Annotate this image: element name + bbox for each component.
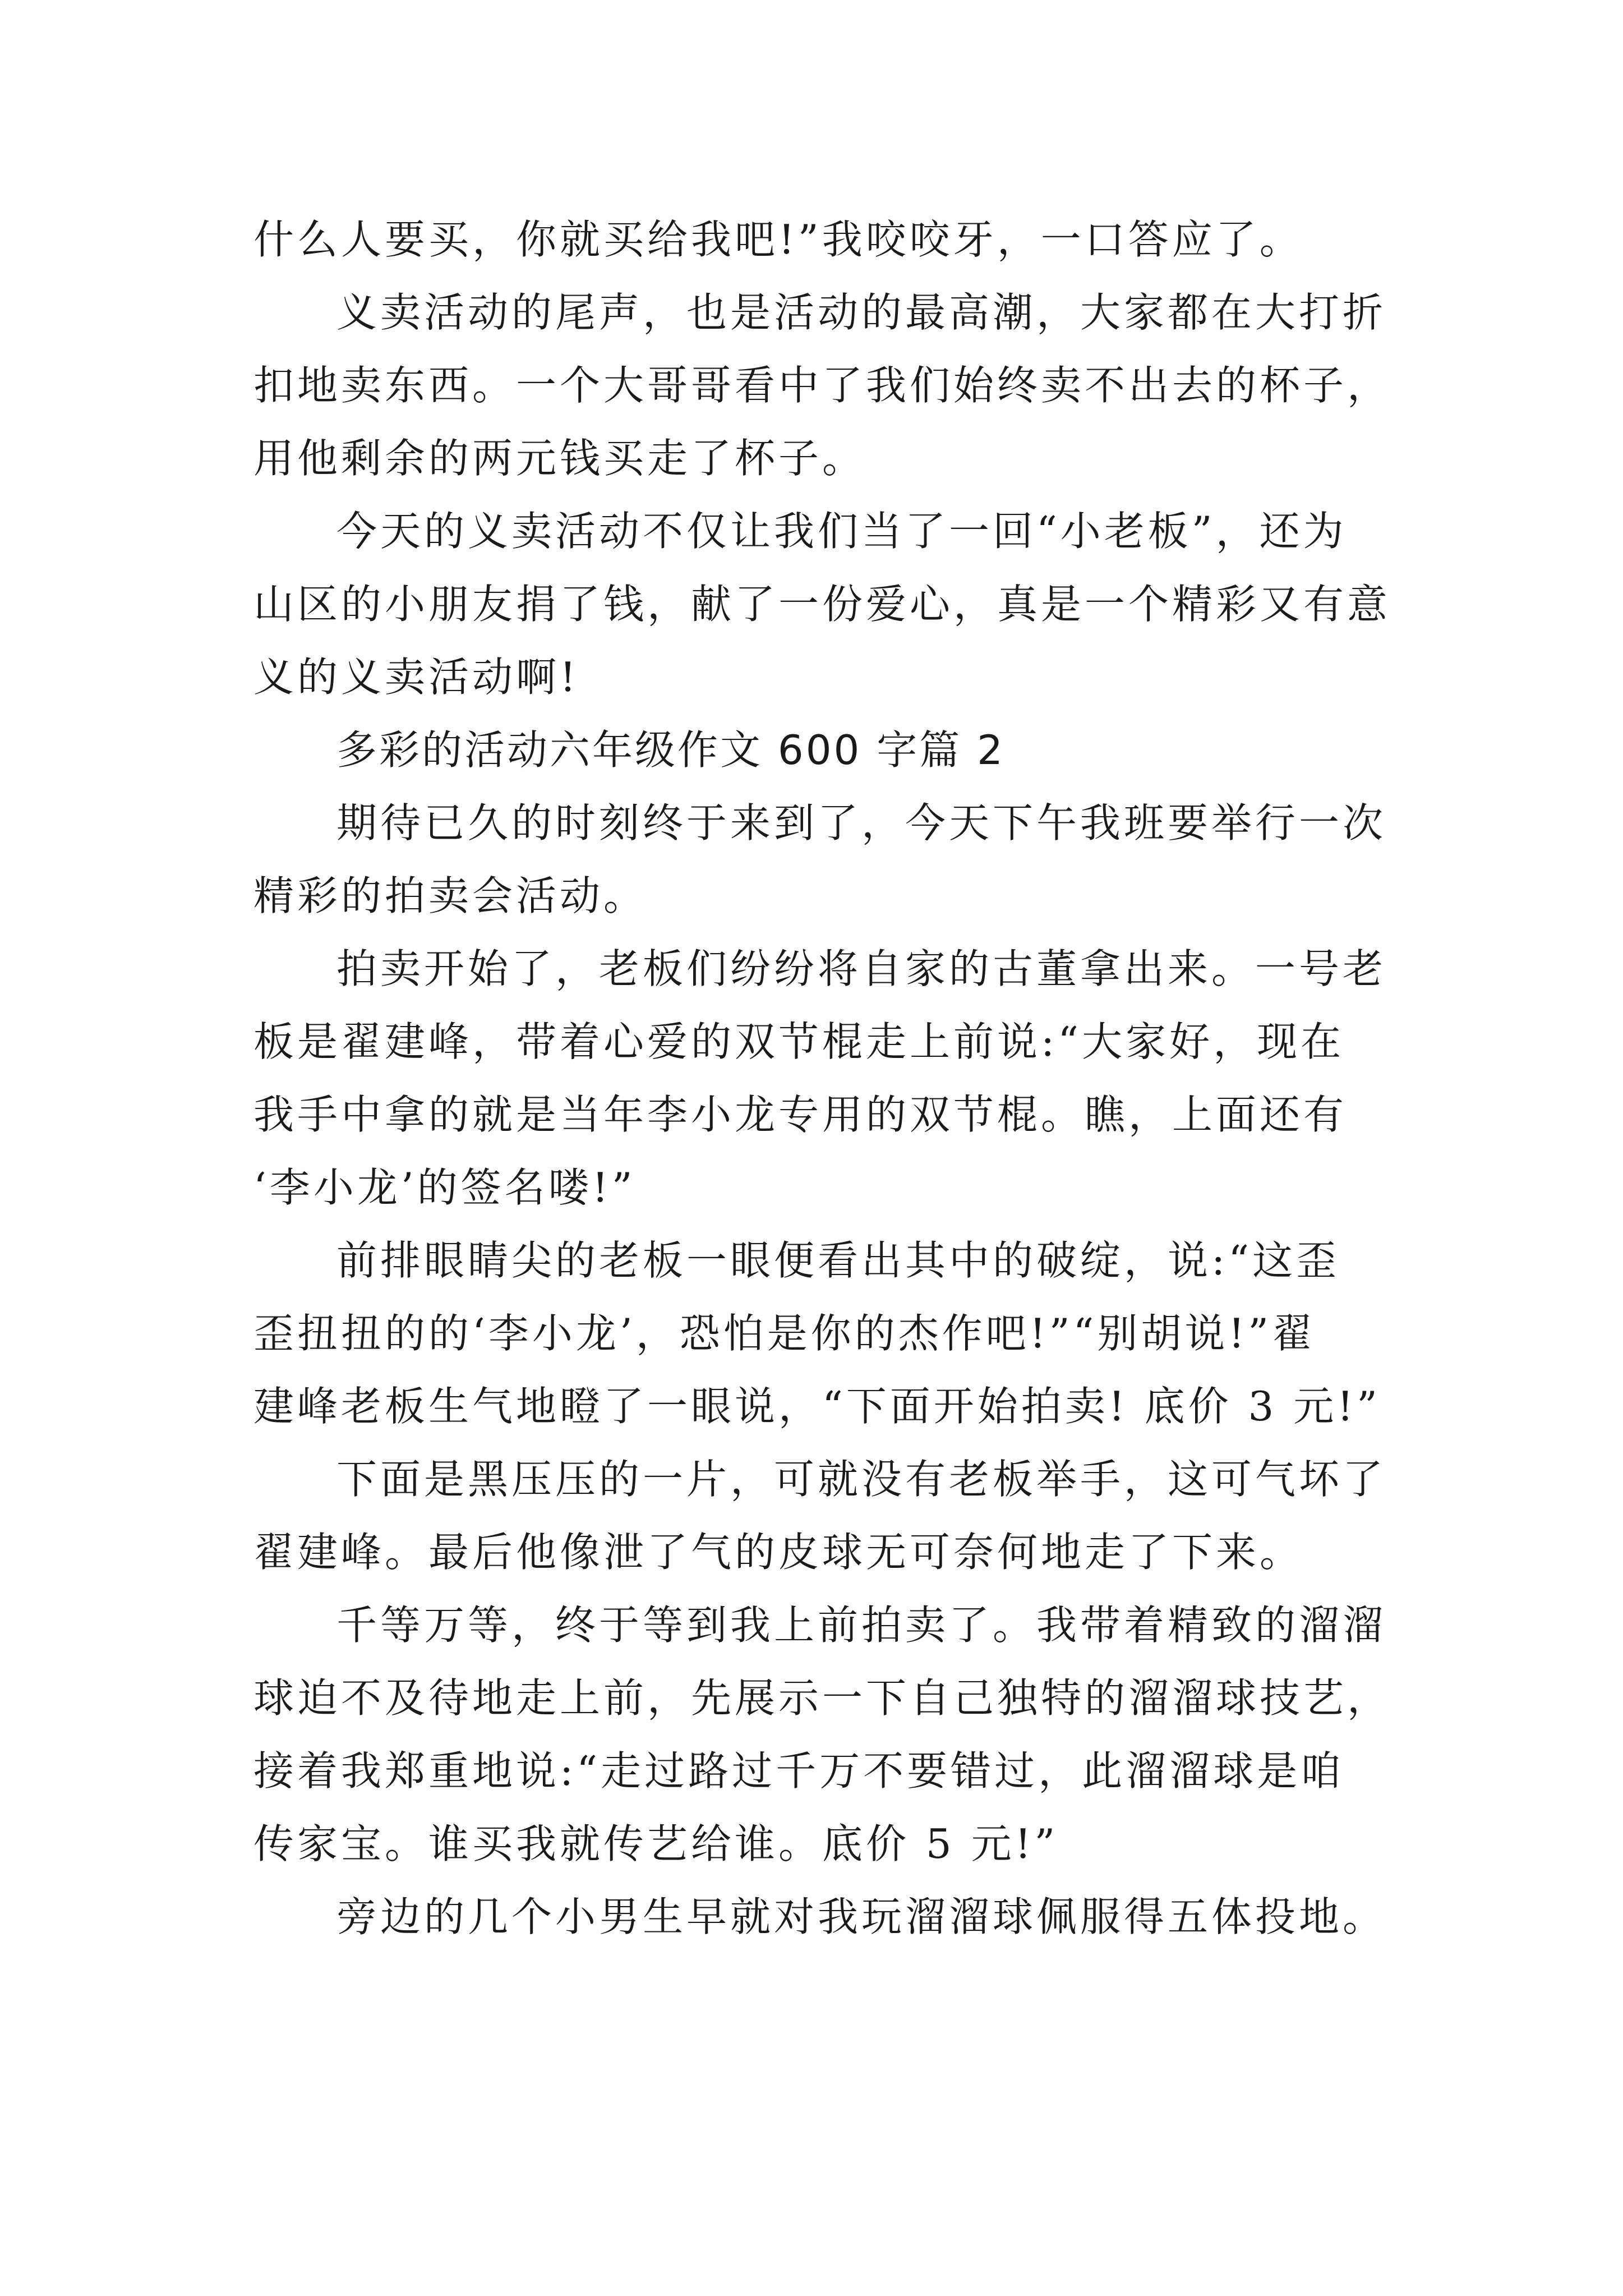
paragraph-start-line: 千等万等，终于等到我上前拍卖了。我带着精致的溜溜 xyxy=(336,1602,1387,1649)
text-line: 翟建峰。最后他像泄了气的皮球无可奈何地走了下来。 xyxy=(253,1529,1304,1576)
paragraph-start-line: 期待已久的时刻终于来到了，今天下午我班要举行一次 xyxy=(336,799,1387,846)
paragraph-start-line: 拍卖开始了，老板们纷纷将自家的古董拿出来。一号老 xyxy=(336,945,1387,992)
paragraph-start-line: 义卖活动的尾声，也是活动的最高潮，大家都在大打折 xyxy=(336,289,1387,336)
paragraph-start-line: 下面是黑压压的一片，可就没有老板举手，这可气坏了 xyxy=(336,1456,1387,1503)
paragraph-start-line: 旁边的几个小男生早就对我玩溜溜球佩服得五体投地。 xyxy=(336,1893,1387,1940)
article-body xyxy=(253,203,1399,1953)
text-line: 接着我郑重地说:“走过路过千万不要错过，此溜溜球是咱 xyxy=(253,1747,1345,1795)
paragraph-start-line: 前排眼睛尖的老板一眼便看出其中的破绽，说:“这歪 xyxy=(336,1237,1340,1284)
text-line: 义的义卖活动啊! xyxy=(253,654,579,701)
text-line: 精彩的拍卖会活动。 xyxy=(253,872,648,919)
text-line: 板是翟建峰，带着心爱的双节棍走上前说:“大家好，现在 xyxy=(253,1018,1345,1065)
text-line: 建峰老板生气地瞪了一眼说，“下面开始拍卖! 底价 3 元!” xyxy=(253,1383,1381,1430)
text-line: 球迫不及待地走上前，先展示一下自己独特的溜溜球技艺， xyxy=(253,1674,1391,1722)
text-line: 歪扭扭的的‘李小龙’，恐怕是你的杰作吧!”“别胡说!”翟 xyxy=(253,1310,1316,1357)
text-line: 用他剩余的两元钱买走了杯子。 xyxy=(253,435,866,482)
text-line: 扣地卖东西。一个大哥哥看中了我们始终卖不出去的杯子， xyxy=(253,362,1391,409)
text-line: 我手中拿的就是当年李小龙专用的双节棍。瞧，上面还有 xyxy=(253,1091,1348,1138)
text-line: 山区的小朋友捐了钱，献了一份爱心，真是一个精彩又有意 xyxy=(253,581,1391,628)
text-line: ‘李小龙’的签名喽!” xyxy=(253,1164,636,1211)
paragraph-start-line: 今天的义卖活动不仅让我们当了一回“小老板”，还为 xyxy=(336,508,1347,555)
text-line: 什么人要买，你就买给我吧!”我咬咬牙，一口答应了。 xyxy=(253,216,1303,263)
section-heading: 多彩的活动六年级作文 600 字篇 2 xyxy=(336,726,1005,774)
text-line: 传家宝。谁买我就传艺给谁。底价 5 元!” xyxy=(253,1820,1059,1867)
